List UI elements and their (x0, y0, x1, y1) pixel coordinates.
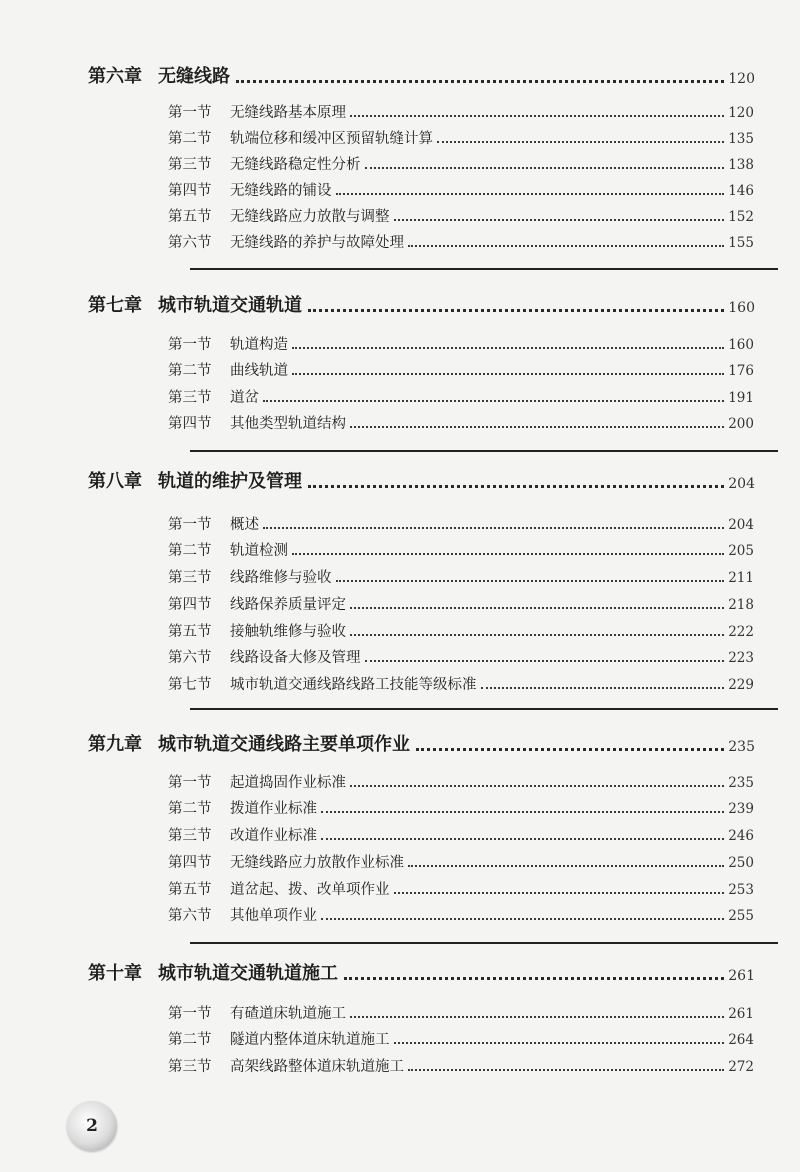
section-entry (168, 590, 754, 614)
section-number: 第三节 (168, 157, 212, 173)
section-entry (168, 228, 754, 252)
section-page: 255 (728, 908, 754, 924)
chapter-title: 轨道的维护及管理 (158, 471, 302, 492)
section-entry (168, 1052, 754, 1076)
section-page: 160 (728, 337, 754, 353)
section-page: 250 (728, 855, 754, 871)
dot-leader (416, 748, 724, 751)
section-number: 第三节 (168, 390, 212, 406)
page-number-badge (67, 1101, 117, 1151)
section-page: 204 (728, 517, 754, 533)
chapter-title: 城市轨道交通轨道 (158, 295, 302, 316)
dot-leader (394, 219, 725, 221)
section-number: 第五节 (168, 209, 212, 225)
section-page: 218 (728, 597, 754, 613)
section-page: 152 (728, 209, 754, 225)
dot-leader (263, 527, 724, 529)
section-entry (168, 124, 754, 148)
section-entry (168, 821, 754, 845)
section-entry (168, 901, 754, 925)
section-number: 第三节 (168, 828, 212, 844)
dot-leader (308, 309, 724, 312)
section-title: 概述 (230, 517, 259, 533)
section-number: 第二节 (168, 131, 212, 147)
section-page: 176 (728, 363, 754, 379)
section-entry (168, 794, 754, 818)
section-page: 155 (728, 235, 754, 251)
section-page: 223 (728, 650, 754, 666)
section-page: 200 (728, 416, 754, 432)
section-title: 起道捣固作业标准 (230, 775, 346, 791)
section-page: 229 (728, 677, 754, 693)
dot-leader (321, 918, 724, 920)
section-number: 第五节 (168, 882, 212, 898)
section-page: 211 (728, 570, 754, 586)
dot-leader (350, 115, 724, 117)
section-page: 264 (728, 1032, 754, 1048)
section-entry (168, 202, 754, 226)
section-entry (168, 875, 754, 899)
dot-leader (350, 426, 724, 428)
section-title: 无缝线路基本原理 (230, 105, 346, 121)
dot-leader (350, 607, 724, 609)
section-title: 无缝线路应力放散与调整 (230, 209, 390, 225)
section-page: 272 (728, 1059, 754, 1075)
chapter-divider (190, 268, 778, 270)
dot-leader (292, 553, 724, 555)
section-number: 第六节 (168, 235, 212, 251)
chapter-number: 第七章 (88, 295, 142, 316)
dot-leader (365, 167, 725, 169)
section-number: 第四节 (168, 597, 212, 613)
chapter-divider (190, 942, 778, 944)
chapter-page: 120 (728, 71, 755, 87)
dot-leader (350, 634, 724, 636)
dot-leader (292, 347, 724, 349)
dot-leader (394, 892, 725, 894)
section-number: 第三节 (168, 1059, 212, 1075)
dot-leader (344, 977, 724, 980)
section-page: 239 (728, 801, 754, 817)
section-number: 第二节 (168, 363, 212, 379)
section-title: 道岔起、拨、改单项作业 (230, 882, 390, 898)
section-page: 246 (728, 828, 754, 844)
section-number: 第三节 (168, 570, 212, 586)
dot-leader (408, 1069, 724, 1071)
section-number: 第四节 (168, 855, 212, 871)
chapter-number: 第八章 (88, 471, 142, 492)
section-title: 道岔 (230, 390, 259, 406)
section-title: 无缝线路的养护与故障处理 (230, 235, 404, 251)
section-page: 261 (728, 1006, 754, 1022)
section-page: 120 (728, 105, 754, 121)
section-number: 第一节 (168, 775, 212, 791)
dot-leader (437, 141, 724, 143)
section-title: 线路设备大修及管理 (230, 650, 361, 666)
chapter-number: 第六章 (88, 66, 142, 87)
section-entry (168, 383, 754, 407)
section-number: 第二节 (168, 1032, 212, 1048)
section-title: 曲线轨道 (230, 363, 288, 379)
chapter-9-entry (88, 726, 755, 756)
section-entry (168, 330, 754, 354)
section-entry (168, 536, 754, 560)
section-entry (168, 670, 754, 694)
section-entry (168, 1025, 754, 1049)
section-entry (168, 617, 754, 641)
section-entry (168, 848, 754, 872)
dot-leader (236, 80, 724, 83)
section-entry (168, 409, 754, 433)
section-title: 轨道构造 (230, 337, 288, 353)
dot-leader (336, 193, 725, 195)
section-number: 第二节 (168, 801, 212, 817)
dot-leader (365, 660, 725, 662)
section-number: 第二节 (168, 543, 212, 559)
section-title: 高架线路整体道床轨道施工 (230, 1059, 404, 1075)
section-title: 轨道检测 (230, 543, 288, 559)
section-entry (168, 176, 754, 200)
section-number: 第四节 (168, 183, 212, 199)
dot-leader (394, 1042, 725, 1044)
section-number: 第一节 (168, 517, 212, 533)
section-title: 有碴道床轨道施工 (230, 1006, 346, 1022)
section-title: 无缝线路应力放散作业标准 (230, 855, 404, 871)
chapter-8-entry (88, 463, 755, 493)
chapter-page: 261 (728, 968, 755, 984)
dot-leader (292, 373, 724, 375)
section-page: 205 (728, 543, 754, 559)
section-number: 第四节 (168, 416, 212, 432)
dot-leader (263, 400, 724, 402)
section-page: 135 (728, 131, 754, 147)
section-title: 无缝线路稳定性分析 (230, 157, 361, 173)
section-entry (168, 768, 754, 792)
section-number: 第一节 (168, 337, 212, 353)
section-title: 接触轨维修与验收 (230, 624, 346, 640)
section-number: 第六节 (168, 908, 212, 924)
chapter-divider (190, 708, 778, 710)
chapter-page: 204 (728, 476, 755, 492)
section-title: 拨道作业标准 (230, 801, 317, 817)
section-title: 线路保养质量评定 (230, 597, 346, 613)
chapter-number: 第十章 (88, 963, 142, 984)
chapter-page: 160 (728, 300, 755, 316)
chapter-title: 城市轨道交通轨道施工 (158, 963, 338, 984)
section-title: 其他类型轨道结构 (230, 416, 346, 432)
chapter-title: 无缝线路 (158, 66, 230, 87)
chapter-7-entry (88, 287, 755, 317)
section-entry (168, 98, 754, 122)
section-number: 第一节 (168, 105, 212, 121)
chapter-divider (190, 450, 778, 452)
section-title: 轨端位移和缓冲区预留轨缝计算 (230, 131, 433, 147)
dot-leader (350, 1016, 724, 1018)
section-page: 253 (728, 882, 754, 898)
section-entry (168, 150, 754, 174)
dot-leader (321, 811, 724, 813)
section-number: 第六节 (168, 650, 212, 666)
section-title: 无缝线路的铺设 (230, 183, 332, 199)
section-number: 第七节 (168, 677, 212, 693)
section-entry (168, 510, 754, 534)
dot-leader (336, 580, 725, 582)
section-entry (168, 356, 754, 380)
chapter-number: 第九章 (88, 734, 142, 755)
section-title: 线路维修与验收 (230, 570, 332, 586)
dot-leader (408, 865, 724, 867)
chapter-page: 235 (728, 739, 755, 755)
section-title: 其他单项作业 (230, 908, 317, 924)
section-page: 222 (728, 624, 754, 640)
section-page: 146 (728, 183, 754, 199)
dot-leader (321, 838, 724, 840)
section-number: 第五节 (168, 624, 212, 640)
dot-leader (308, 485, 724, 488)
section-page: 191 (728, 390, 754, 406)
section-title: 城市轨道交通线路线路工技能等级标准 (230, 677, 477, 693)
chapter-10-entry (88, 955, 755, 985)
page-number: 2 (86, 1116, 98, 1136)
section-title: 隧道内整体道床轨道施工 (230, 1032, 390, 1048)
chapter-title: 城市轨道交通线路主要单项作业 (158, 734, 410, 755)
dot-leader (350, 785, 724, 787)
chapter-6-entry (88, 58, 755, 88)
section-number: 第一节 (168, 1006, 212, 1022)
dot-leader (481, 687, 725, 689)
dot-leader (408, 245, 724, 247)
section-page: 138 (728, 157, 754, 173)
section-entry (168, 563, 754, 587)
section-title: 改道作业标准 (230, 828, 317, 844)
section-page: 235 (728, 775, 754, 791)
section-entry (168, 999, 754, 1023)
section-entry (168, 643, 754, 667)
